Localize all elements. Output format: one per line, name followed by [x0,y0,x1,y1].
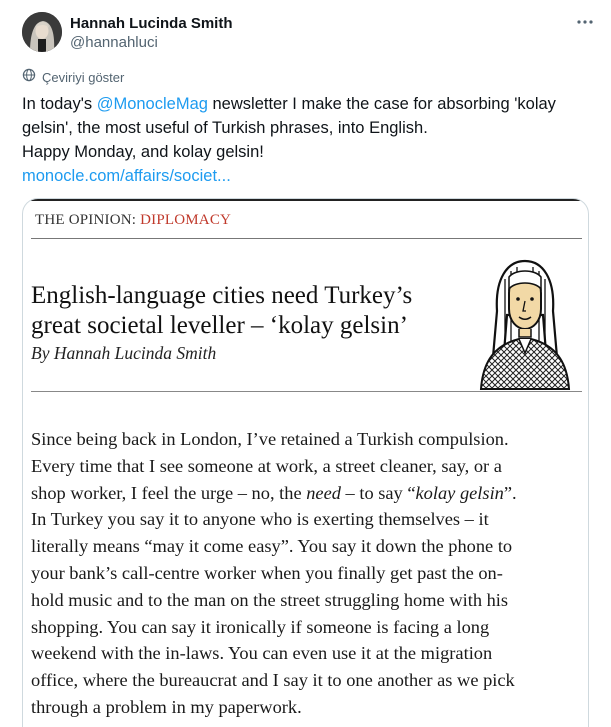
tweet-text [22,92,592,188]
author-handle[interactable]: @hannahluci [70,34,158,51]
author-illustration [471,253,579,391]
article-link[interactable]: monocle.com/affairs/societ... [22,167,231,185]
tweet-header [22,12,597,56]
body-line: literally means “may it come easy”. You say it down the phone to [31,536,513,557]
tweet-text-segment: In today's [22,95,97,113]
avatar[interactable] [22,12,62,52]
body-line: Every time that I see someone at work, a street cleaner, say, or a [31,455,502,476]
body-line: weekend with the in-laws. You can even use it at the migration [31,643,493,664]
body-segment: – to say “ [340,482,416,503]
article-headline [31,281,471,341]
article-byline: By Hannah Lucinda Smith [31,343,217,363]
body-segment: ”. [503,482,517,503]
section-category: DIPLOMACY [140,212,232,228]
body-line: Since being back in London, I’ve retained a Turkish compulsion. [31,429,509,449]
tweet-line-1 [22,92,592,116]
author-name[interactable]: Hannah Lucinda Smith [70,15,233,32]
globe-icon [22,68,36,87]
mention-link[interactable]: @MonocleMag [96,95,208,113]
body-line: hold music and to the man on the street struggling home with his [31,589,509,610]
tweet-text-segment: newsletter I make the case for absorbing 'kolay [207,95,556,113]
body-emphasis: need [306,482,341,503]
body-line: office, where the bureaucrat and I say it to one another as we pick [31,670,515,691]
body-emphasis: kolay gelsin [415,482,504,503]
tweet-line-2: gelsin', the most useful of Turkish phrases, into English. [22,119,428,137]
article-body [31,426,582,721]
translate-label: Çeviriyi göster [42,69,125,85]
body-line [31,480,582,507]
body-line: shopping. You can say it ironically if someone is facing a long [31,616,490,637]
translate-button[interactable] [22,68,124,86]
tweet-line-3: Happy Monday, and kolay gelsin! [22,143,264,161]
body-line: through a problem in my paperwork. [31,696,302,717]
section-label [35,212,231,229]
body-line: your bank’s call-centre worker when you finally get past the on- [31,562,503,583]
more-dots-icon[interactable] [575,12,595,32]
divider [31,391,582,392]
headline-line: English-language cities need Turkey’s [31,282,413,309]
section-prefix: THE OPINION: [35,212,137,228]
body-segment: shop worker, I feel the urge – no, the [31,482,307,503]
media-card[interactable] [22,198,589,727]
article-image [31,199,582,727]
section-bar [31,201,582,239]
headline-line: great societal leveller – ‘kolay gelsin’ [31,312,408,339]
body-line: In Turkey you say it to anyone who is exerting themselves – it [31,509,489,530]
